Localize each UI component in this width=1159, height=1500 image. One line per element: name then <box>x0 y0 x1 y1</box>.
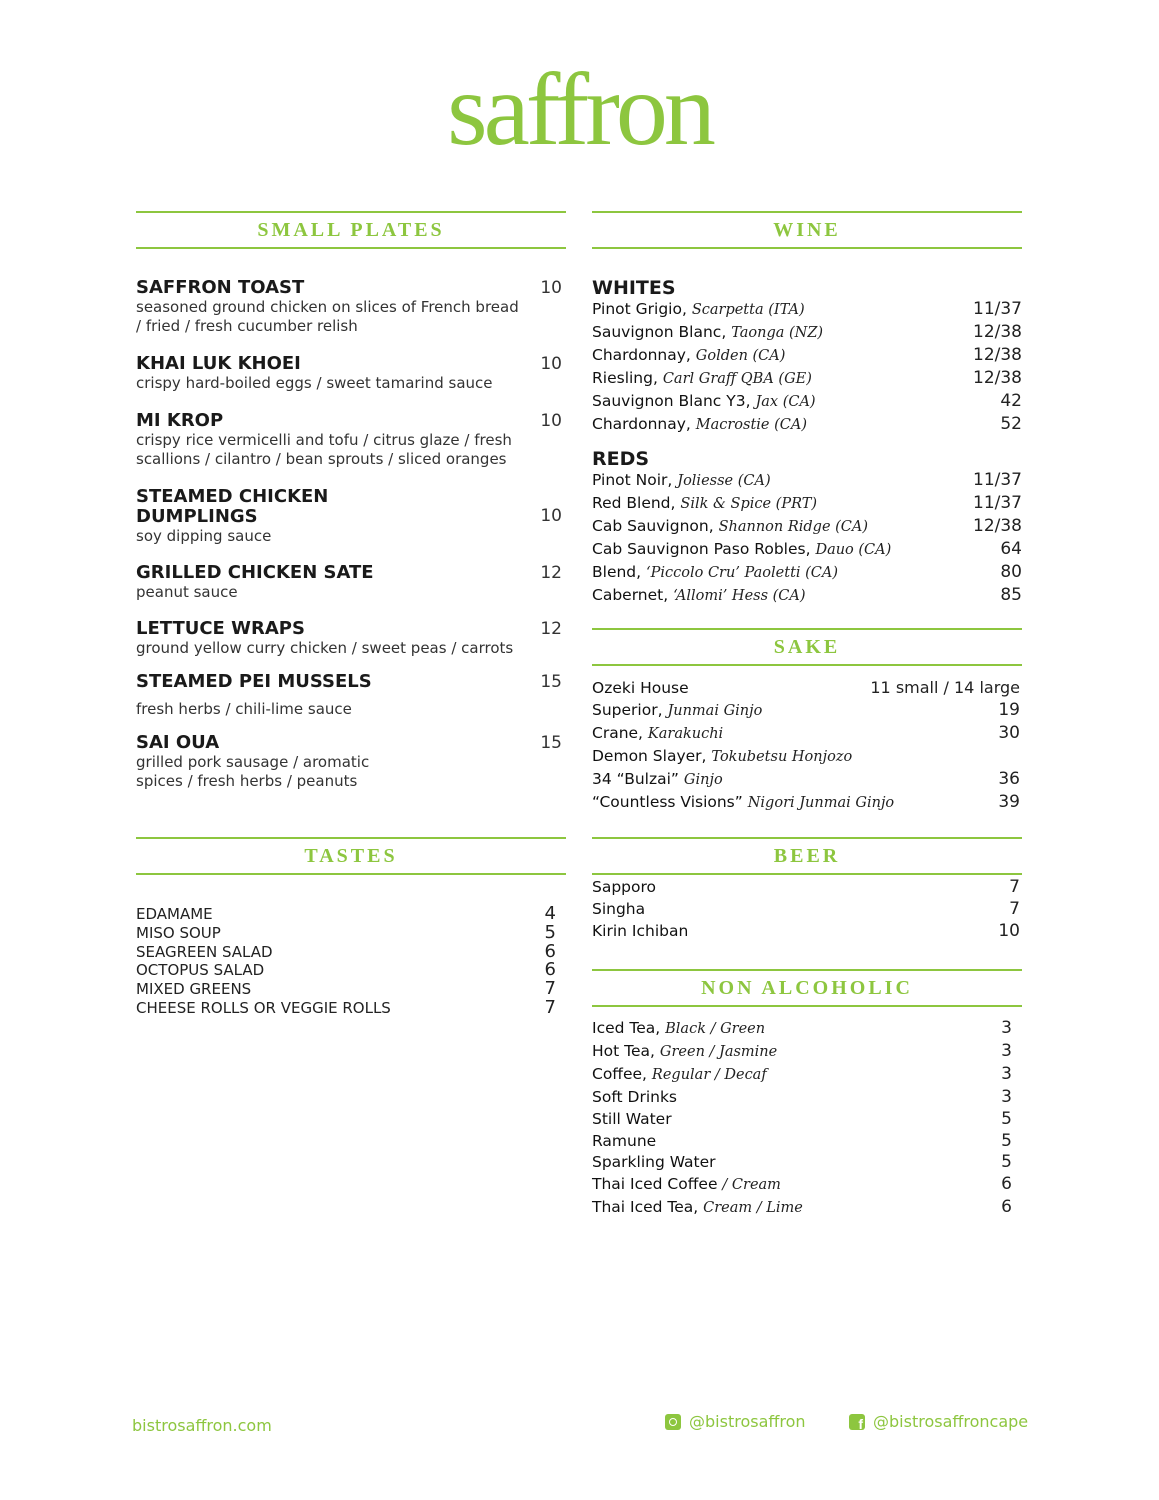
facebook-link[interactable] <box>849 1412 1028 1431</box>
item-name: Coffee, <box>592 1064 647 1083</box>
item-name: Thai Iced Tea, <box>592 1198 699 1217</box>
list-item <box>592 769 1020 792</box>
item-detail: Carl Graff QBA (GE) <box>662 370 812 387</box>
item-detail: Green / Jasmine <box>659 1043 778 1060</box>
item-name: MIXED GREENS <box>136 980 252 999</box>
item-name: Pinot Noir, <box>592 471 673 489</box>
item-price: 7 <box>544 978 556 1000</box>
list-item <box>592 1064 1012 1087</box>
item-detail: Junmai Ginjo <box>667 702 763 719</box>
item-name: Crane, <box>592 723 643 742</box>
item-detail: Taonga (NZ) <box>731 324 824 341</box>
item-price: 12 <box>540 619 562 639</box>
item-name: Cab Sauvignon Paso Robles, <box>592 539 811 558</box>
list-item <box>592 516 1022 539</box>
item-detail: Silk & Spice (PRT) <box>680 495 818 512</box>
item-detail: ‘Allomi’ Hess (CA) <box>673 587 806 604</box>
item-price: 11/37 <box>973 470 1022 490</box>
item-name: Sparkling Water <box>592 1153 716 1172</box>
item-detail: Ginjo <box>683 771 723 788</box>
list-item <box>592 1087 1012 1109</box>
item-price: 12/38 <box>973 367 1022 388</box>
item-name: “Countless Visions” <box>592 792 743 811</box>
item-name: Riesling, <box>592 368 658 387</box>
whites-subheading: WHITES <box>592 277 676 299</box>
list-item <box>592 1174 1012 1197</box>
item-price: 64 <box>1000 538 1022 559</box>
restaurant-logo: saffron <box>447 52 712 167</box>
menu-item <box>136 619 566 658</box>
list-item <box>592 700 1020 723</box>
item-name: EDAMAME <box>136 905 213 923</box>
item-price: 5 <box>544 921 556 943</box>
item-price: 15 <box>540 672 562 692</box>
wine-heading: WINE <box>592 211 1022 249</box>
item-price: 12/38 <box>973 515 1022 536</box>
item-name: Superior, <box>592 700 663 719</box>
item-name: 34 “Bulzai” <box>592 769 679 788</box>
sake-list <box>592 677 1020 814</box>
item-price: 5 <box>1001 1108 1012 1129</box>
list-item <box>136 961 556 980</box>
item-price: 39 <box>998 791 1020 812</box>
item-name: Chardonnay, <box>592 345 691 364</box>
beer-heading: BEER <box>592 837 1022 875</box>
list-item <box>592 322 1022 345</box>
item-price: 42 <box>1000 390 1022 411</box>
item-name: STEAMED CHICKEN DUMPLINGS <box>136 486 329 527</box>
list-item <box>592 677 1020 700</box>
tastes-heading: TASTES <box>136 837 566 875</box>
item-detail: Regular / Decaf <box>651 1066 767 1083</box>
item-detail: Scarpetta (ITA) <box>691 302 805 318</box>
list-item <box>592 414 1022 437</box>
instagram-handle: @bistrosaffron <box>689 1412 806 1431</box>
item-price: 4 <box>544 903 556 924</box>
list-item <box>592 493 1022 516</box>
menu-item <box>136 672 566 719</box>
item-name: Ramune <box>592 1131 657 1150</box>
item-name: Cab Sauvignon, <box>592 516 714 535</box>
list-item <box>136 940 556 962</box>
item-price: 6 <box>544 940 556 962</box>
item-price: 80 <box>1000 561 1022 582</box>
item-detail: Nigori Junmai Ginjo <box>747 794 895 811</box>
item-price: 3 <box>1001 1040 1012 1061</box>
instagram-icon <box>665 1414 681 1430</box>
item-price: 11 small / 14 large <box>870 678 1020 697</box>
reds-subheading: REDS <box>592 448 650 470</box>
item-price: 11/37 <box>973 299 1022 319</box>
list-item <box>592 299 1022 322</box>
item-price: 5 <box>1001 1130 1012 1151</box>
menu-item <box>136 411 566 469</box>
item-price: 3 <box>1001 1063 1012 1084</box>
list-item <box>592 899 1020 921</box>
item-price: 36 <box>998 768 1020 789</box>
list-item <box>136 921 556 943</box>
item-price: 30 <box>998 722 1020 743</box>
item-description: grilled pork sausage / aromatic spices / fresh herbs / peanuts <box>136 753 370 790</box>
menu-item <box>136 278 566 336</box>
item-price: 19 <box>998 699 1020 720</box>
item-name: Singha <box>592 899 646 918</box>
item-name: Blend, <box>592 562 642 581</box>
item-detail: ‘Piccolo Cru’ Paoletti (CA) <box>646 564 839 581</box>
instagram-link[interactable] <box>665 1412 806 1431</box>
item-name: Pinot Grigio, <box>592 300 687 318</box>
list-item <box>592 539 1022 562</box>
non-alcoholic-list <box>592 1018 1012 1220</box>
item-name: Kirin Ichiban <box>592 921 689 940</box>
list-item <box>592 1109 1012 1131</box>
item-name: Demon Slayer, <box>592 746 707 765</box>
item-price: 10 <box>998 920 1020 941</box>
list-item <box>592 921 1020 943</box>
item-name: LETTUCE WRAPS <box>136 618 305 639</box>
small-plates-heading: SMALL PLATES <box>136 211 566 249</box>
menu-item <box>136 487 566 546</box>
item-price: 6 <box>1001 1174 1012 1195</box>
list-item <box>592 470 1022 493</box>
item-price: 15 <box>540 733 562 753</box>
item-price: 11/37 <box>973 492 1022 513</box>
item-name: Sapporo <box>592 878 657 896</box>
item-detail: Joliesse (CA) <box>677 473 771 489</box>
item-detail: Tokubetsu Honjozo <box>711 748 853 765</box>
item-detail: Dauo (CA) <box>815 541 892 558</box>
item-detail: / Cream <box>722 1177 781 1194</box>
item-name: Still Water <box>592 1109 672 1128</box>
item-detail: Karakuchi <box>647 725 724 742</box>
reds-list <box>592 448 1022 607</box>
item-name: STEAMED PEI MUSSELS <box>136 671 372 692</box>
menu-item <box>136 563 566 602</box>
list-item <box>136 980 556 999</box>
item-name: MISO SOUP <box>136 923 221 942</box>
item-name: GRILLED CHICKEN SATE <box>136 562 374 583</box>
facebook-handle: @bistrosaffroncape <box>873 1412 1029 1431</box>
item-detail: Macrostie (CA) <box>695 416 807 433</box>
item-price: 6 <box>1001 1197 1012 1218</box>
item-name: Sauvignon Blanc, <box>592 322 727 341</box>
item-name: OCTOPUS SALAD <box>136 961 265 980</box>
item-price: 10 <box>540 354 562 374</box>
item-detail: Black / Green <box>665 1021 766 1037</box>
item-price: 7 <box>544 996 556 1018</box>
tastes-list <box>136 905 556 1018</box>
item-description: soy dipping sauce <box>136 527 272 545</box>
item-detail: Golden (CA) <box>695 347 786 364</box>
item-price: 7 <box>1009 898 1020 919</box>
item-description: crispy hard-boiled eggs / sweet tamarind sauce <box>136 374 493 392</box>
item-detail: Cream / Lime <box>703 1200 803 1217</box>
item-price: 10 <box>540 506 562 526</box>
item-description: fresh herbs / chili-lime sauce <box>136 700 352 718</box>
item-name: CHEESE ROLLS OR VEGGIE ROLLS <box>136 998 391 1017</box>
non-alcoholic-heading: NON ALCOHOLIC <box>592 969 1022 1007</box>
item-description: peanut sauce <box>136 583 238 601</box>
list-item <box>592 1041 1012 1064</box>
facebook-icon <box>849 1414 865 1430</box>
item-name: Sauvignon Blanc Y3, <box>592 391 751 410</box>
item-name: Red Blend, <box>592 493 676 512</box>
item-price: 12/38 <box>973 344 1022 365</box>
item-detail: Shannon Ridge (CA) <box>718 518 869 535</box>
list-item <box>592 746 1020 769</box>
list-item <box>136 996 556 1018</box>
item-name: SAFFRON TOAST <box>136 277 305 298</box>
list-item <box>592 792 1020 815</box>
item-name: SEAGREEN SALAD <box>136 942 273 961</box>
list-item <box>592 391 1022 414</box>
item-name: Thai Iced Coffee <box>592 1175 718 1194</box>
item-price: 12/38 <box>973 321 1022 342</box>
list-item <box>592 562 1022 585</box>
item-description: seasoned ground chicken on slices of French bread / fried / fresh cucumber relish <box>136 298 519 335</box>
list-item <box>592 585 1022 608</box>
item-price: 12 <box>540 563 562 583</box>
item-price: 10 <box>540 411 562 431</box>
list-item <box>592 1197 1012 1220</box>
item-price: 7 <box>1009 877 1020 897</box>
item-price: 3 <box>1001 1086 1012 1107</box>
website-link[interactable]: bistrosaffron.com <box>132 1416 272 1435</box>
item-name: KHAI LUK KHOEI <box>136 353 301 374</box>
item-name: Chardonnay, <box>592 414 691 433</box>
item-name: Iced Tea, <box>592 1019 661 1037</box>
list-item <box>592 1131 1012 1153</box>
item-price: 3 <box>1001 1018 1012 1038</box>
item-price: 6 <box>544 959 556 981</box>
item-name: Soft Drinks <box>592 1087 678 1106</box>
item-name: Hot Tea, <box>592 1041 655 1060</box>
item-detail: Jax (CA) <box>755 393 816 410</box>
item-name: Ozeki House <box>592 679 689 697</box>
item-description: crispy rice vermicelli and tofu / citrus glaze / fresh scallions / cilantro / bean sprouts / sliced oranges <box>136 431 512 468</box>
beer-list <box>592 877 1020 943</box>
item-price: 5 <box>1001 1152 1012 1173</box>
item-description: ground yellow curry chicken / sweet peas / carrots <box>136 639 514 657</box>
list-item <box>592 345 1022 368</box>
list-item <box>592 368 1022 391</box>
item-price: 52 <box>1000 413 1022 434</box>
whites-list <box>592 277 1022 436</box>
menu-item <box>136 733 566 791</box>
item-name: Cabernet, <box>592 585 669 604</box>
list-item <box>136 905 556 924</box>
sake-heading: SAKE <box>592 628 1022 666</box>
item-name: SAI OUA <box>136 732 220 753</box>
item-price: 85 <box>1000 584 1022 605</box>
list-item <box>592 723 1020 746</box>
menu-item <box>136 354 566 393</box>
list-item <box>592 1152 1012 1174</box>
item-name: MI KROP <box>136 410 224 431</box>
list-item <box>592 1018 1012 1041</box>
list-item <box>592 877 1020 899</box>
item-price: 10 <box>540 278 562 298</box>
